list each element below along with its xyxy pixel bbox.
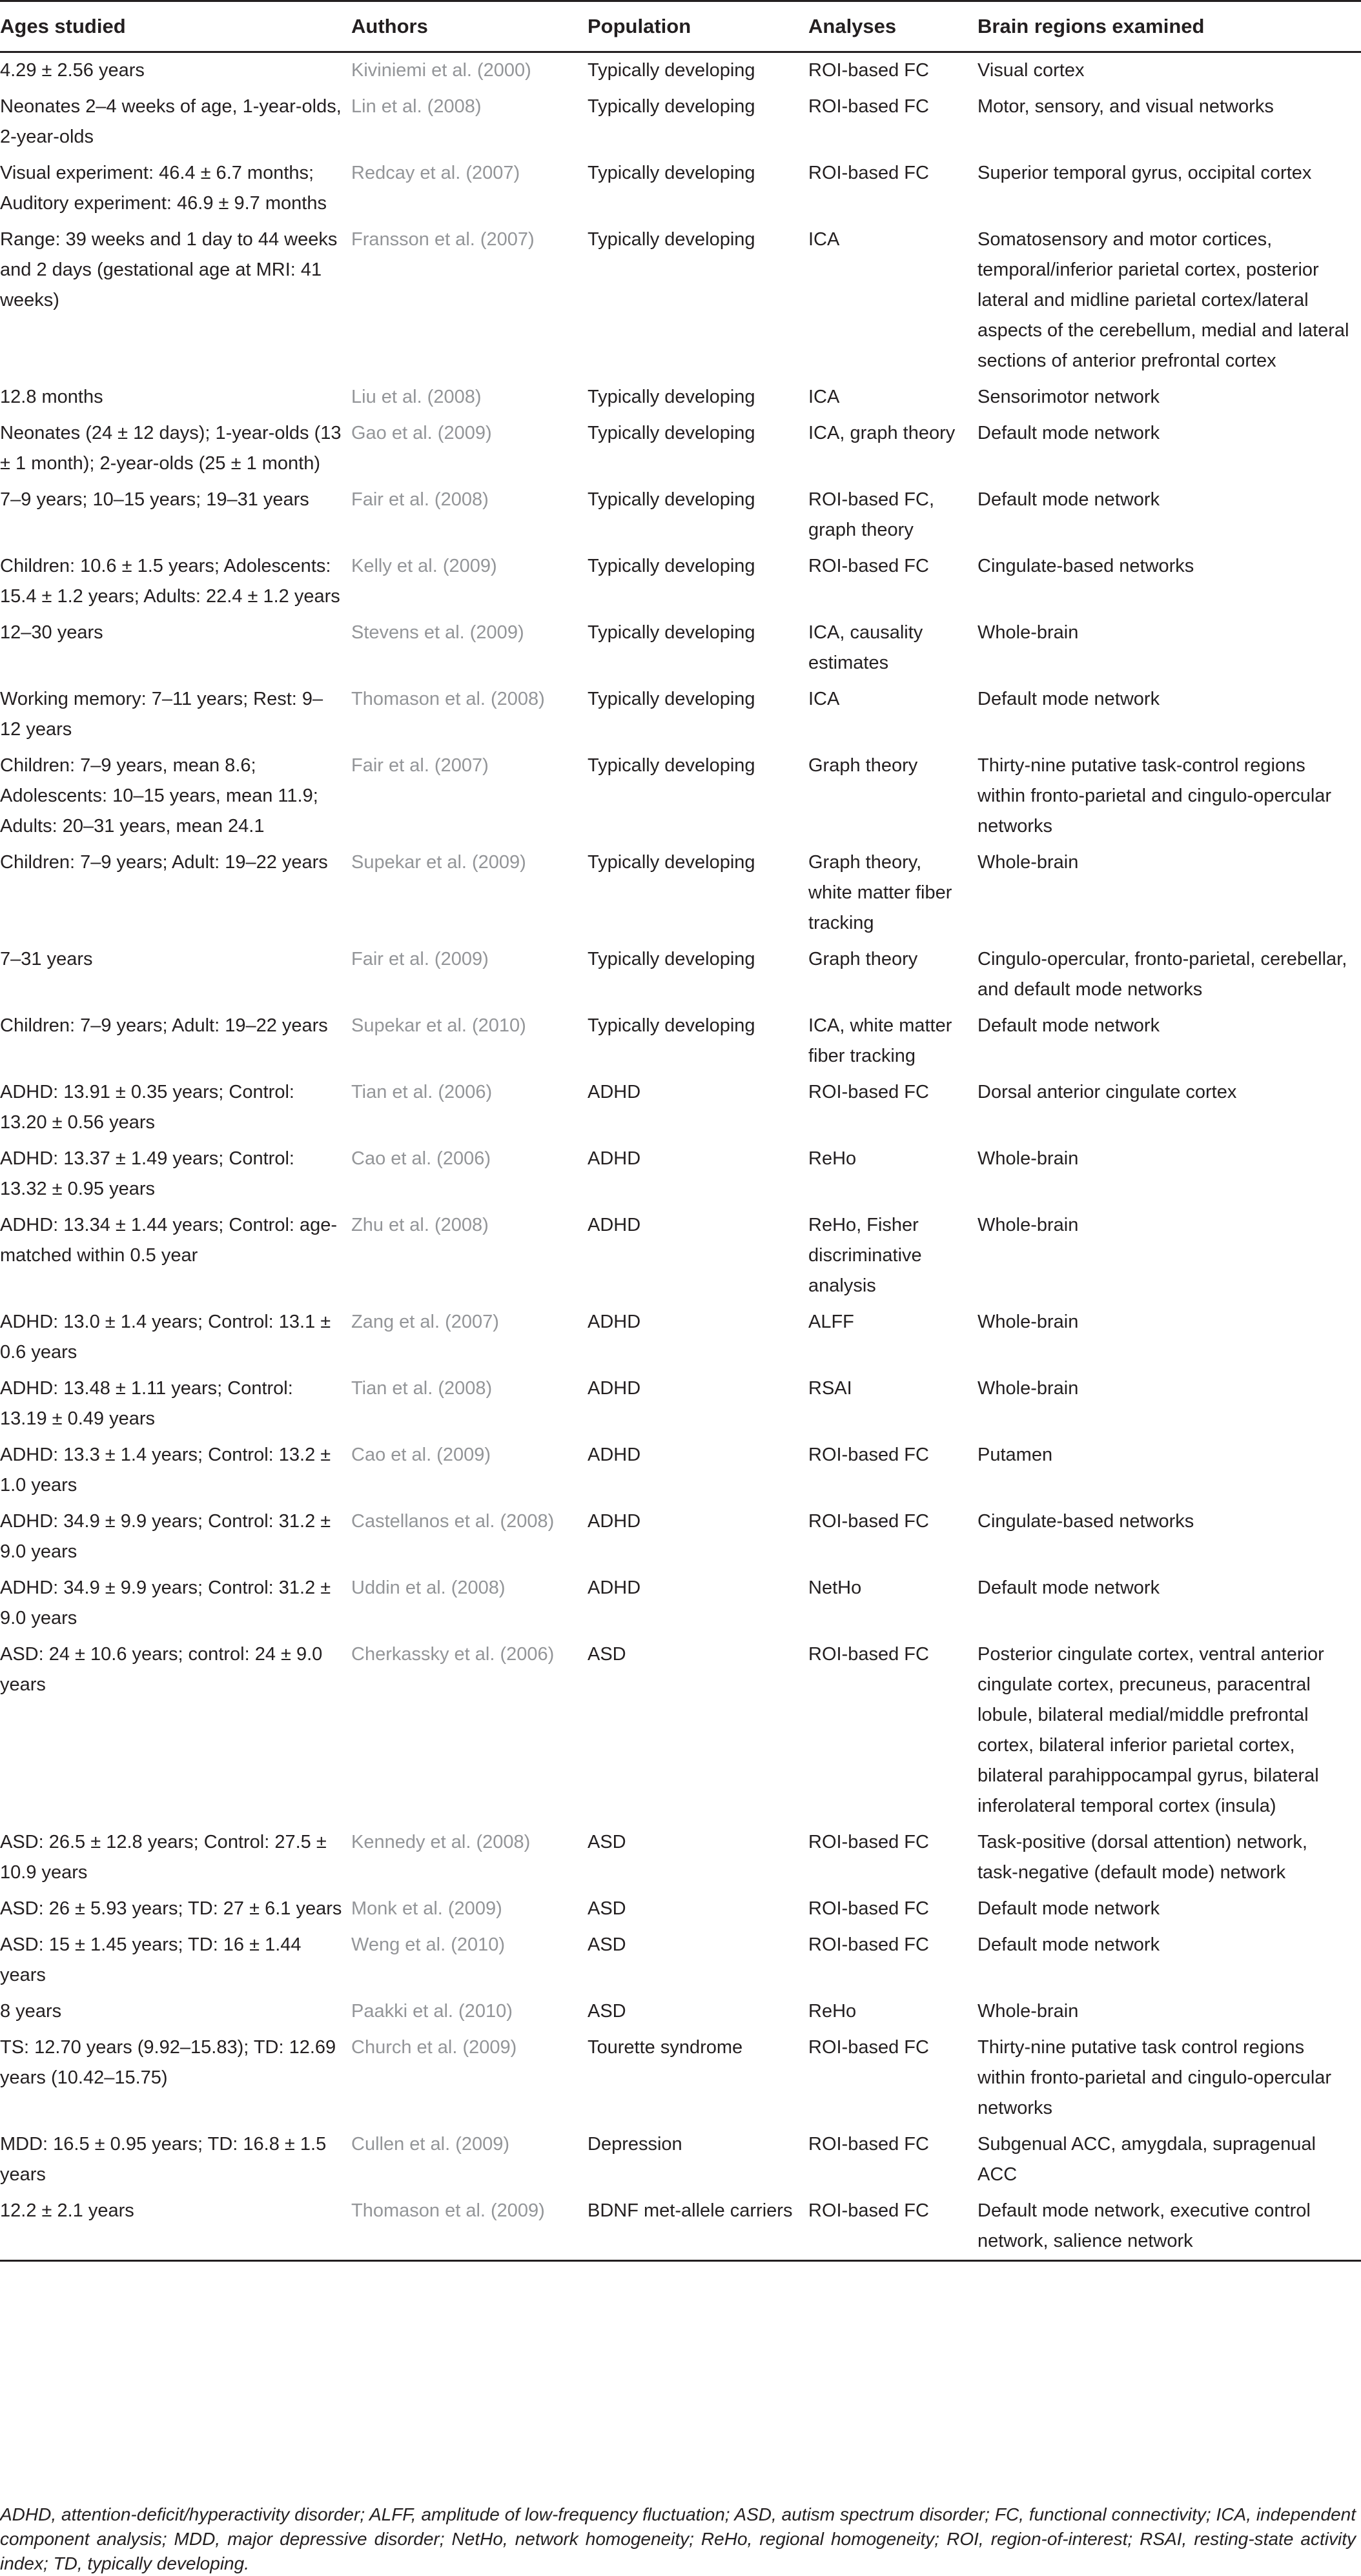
cell-ages: Children: 7–9 years, mean 8.6; Adolescents: 10–15 years, mean 11.9; Adults: 20–31 years, mean 24.1 [0,755,318,837]
header-analyses: Analyses [808,1,977,52]
cell-population: ADHD [588,1511,641,1532]
table-row [0,845,1361,942]
cell-population: ADHD [588,1215,641,1235]
cell-brain-regions: Default mode network [977,689,1160,709]
cell-analyses: Graph theory [808,949,918,969]
cell-population: ADHD [588,1148,641,1169]
cell-population: ADHD [588,1312,641,1332]
cell-authors: Fair et al. (2009) [351,949,489,969]
cell-analyses: ICA [808,229,840,250]
table-row [0,1504,1361,1570]
table-row [0,549,1361,615]
cell-ages: Working memory: 7–11 years; Rest: 9–12 years [0,689,323,740]
cell-authors: Cao et al. (2006) [351,1148,491,1169]
cell-authors: Stevens et al. (2009) [351,622,524,643]
cell-ages: 12.8 months [0,387,103,407]
table-row [0,1637,1361,1825]
cell-ages: ADHD: 13.0 ± 1.4 years; Control: 13.1 ± 0.6 years [0,1312,331,1363]
cell-authors: Thomason et al. (2009) [351,2193,588,2261]
cell-ages: 7–31 years [0,949,93,969]
cell-analyses: ReHo [808,1148,857,1169]
cell-analyses: ROI-based FC [808,1445,929,1465]
cell-brain-regions: Posterior cingulate cortex, ventral anterior cingulate cortex, precuneus, paracentral lobule, bilateral medial/middle prefrontal cortex, bilateral inferior parietal cortex, bilateral parahippocampal gyrus, bilateral inferolateral temporal cortex (insula) [977,1644,1324,1816]
cell-brain-regions: Thirty-nine putative task-control regions within fronto-parietal and cingulo-opercular networks [977,755,1332,837]
table-row [0,1437,1361,1504]
cell-brain-regions: Default mode network [977,1898,1160,1919]
cell-authors: Lin et al. (2008) [351,96,482,117]
cell-ages: 12–30 years [0,622,103,643]
cell-authors: Cullen et al. (2009) [351,2134,510,2155]
table-row [0,1304,1361,1371]
cell-ages: MDD: 16.5 ± 0.95 years; TD: 16.8 ± 1.5 years [0,2134,327,2185]
table-row [0,482,1361,549]
cell-ages: Children: 7–9 years; Adult: 19–22 years [0,1015,328,1036]
cell-population: Typically developing [588,423,755,443]
cell-ages: ADHD: 34.9 ± 9.9 years; Control: 31.2 ± 9.0 years [0,1511,331,1562]
table-row [0,615,1361,682]
cell-population: ADHD [588,1577,641,1598]
cell-authors: Zhu et al. (2008) [351,1215,489,1235]
cell-brain-regions: Default mode network, executive control network, salience network [977,2193,1361,2261]
table-row [0,156,1361,222]
cell-ages: 12.2 ± 2.1 years [0,2193,351,2261]
cell-authors: Gao et al. (2009) [351,423,492,443]
table-row [0,416,1361,482]
table-row [0,1994,1361,2030]
cell-analyses: ICA, white matter fiber tracking [808,1015,952,1066]
cell-brain-regions: Cingulate-based networks [977,1511,1194,1532]
cell-ages: Children: 7–9 years; Adult: 19–22 years [0,852,328,873]
cell-population: ADHD [588,1378,641,1399]
cell-authors: Supekar et al. (2010) [351,1015,526,1036]
cell-population: Typically developing [588,163,755,183]
cell-analyses: ICA, graph theory [808,423,956,443]
cell-ages: ASD: 26.5 ± 12.8 years; Control: 27.5 ± 10.9 years [0,1832,327,1883]
cell-brain-regions: Cingulate-based networks [977,556,1194,576]
cell-population: ASD [588,1644,626,1665]
cell-brain-regions: Somatosensory and motor cortices, temporal/inferior parietal cortex, posterior lateral and midline parietal cortex/lateral aspects of the cerebellum, medial and lateral sections of anterior prefrontal cortex [977,229,1349,371]
table-row [0,682,1361,748]
cell-analyses: ROI-based FC [808,1934,929,1955]
cell-brain-regions: Whole-brain [977,1215,1079,1235]
cell-analyses: ROI-based FC [808,1082,929,1102]
cell-analyses: ICA [808,387,840,407]
cell-authors: Tian et al. (2006) [351,1082,493,1102]
cell-population: ADHD [588,1445,641,1465]
cell-population: Depression [588,2134,682,2155]
cell-brain-regions: Default mode network [977,1015,1160,1036]
cell-analyses: ROI-based FC [808,1832,929,1852]
cell-ages: Visual experiment: 46.4 ± 6.7 months; Auditory experiment: 46.9 ± 9.7 months [0,163,327,214]
cell-authors: Zang et al. (2007) [351,1312,499,1332]
table-row [0,1208,1361,1304]
cell-population: ASD [588,2001,626,2022]
cell-ages: ADHD: 13.91 ± 0.35 years; Control: 13.20 ± 0.56 years [0,1082,294,1133]
cell-authors: Kelly et al. (2009) [351,556,497,576]
cell-authors: Church et al. (2009) [351,2037,517,2058]
table-row [0,52,1361,90]
cell-brain-regions: Whole-brain [977,1378,1079,1399]
cell-population: BDNF met-allele carriers [588,2193,808,2261]
cell-ages: Children: 10.6 ± 1.5 years; Adolescents: 15.4 ± 1.2 years; Adults: 22.4 ± 1.2 years [0,556,340,607]
cell-analyses: ReHo [808,2001,857,2022]
cell-brain-regions: Whole-brain [977,1148,1079,1169]
cell-analyses: ROI-based FC, graph theory [808,489,934,540]
cell-brain-regions: Whole-brain [977,622,1079,643]
table-row [0,1891,1361,1927]
table-row [0,1141,1361,1208]
cell-analyses: ICA [808,689,840,709]
cell-ages: ADHD: 13.48 ± 1.11 years; Control: 13.19 ± 0.49 years [0,1378,293,1429]
cell-authors: Cherkassky et al. (2006) [351,1644,555,1665]
cell-authors: Cao et al. (2009) [351,1445,491,1465]
cell-population: Typically developing [588,949,755,969]
cell-authors: Supekar et al. (2009) [351,852,526,873]
cell-analyses: ROI-based FC [808,1898,929,1919]
cell-authors: Liu et al. (2008) [351,387,482,407]
table-row [0,748,1361,845]
cell-authors: Fair et al. (2007) [351,755,489,776]
cell-brain-regions: Task-positive (dorsal attention) network, task-negative (default mode) network [977,1832,1307,1883]
cell-population: ASD [588,1832,626,1852]
cell-brain-regions: Motor, sensory, and visual networks [977,96,1274,117]
cell-ages: 4.29 ± 2.56 years [0,60,145,81]
cell-population: ADHD [588,1082,641,1102]
cell-analyses: ROI-based FC [808,1644,929,1665]
cell-population: Tourette syndrome [588,2037,743,2058]
cell-brain-regions: Default mode network [977,423,1160,443]
cell-analyses: ROI-based FC [808,163,929,183]
table-row [0,1570,1361,1637]
cell-analyses: Graph theory, white matter fiber tracking [808,852,952,933]
cell-analyses: ALFF [808,1312,854,1332]
cell-authors: Monk et al. (2009) [351,1898,502,1919]
cell-ages: ADHD: 13.37 ± 1.49 years; Control: 13.32 ± 0.95 years [0,1148,294,1199]
cell-analyses: ROI-based FC [808,60,929,81]
cell-population: Typically developing [588,489,755,510]
cell-analyses: NetHo [808,1577,862,1598]
header-authors: Authors [351,1,588,52]
cell-population: Typically developing [588,755,755,776]
cell-analyses: ICA, causality estimates [808,622,923,673]
cell-authors: Redcay et al. (2007) [351,163,520,183]
table-header [0,1,1361,52]
cell-population: ASD [588,1898,626,1919]
cell-brain-regions: Sensorimotor network [977,387,1160,407]
cell-ages: Range: 39 weeks and 1 day to 44 weeks and 2 days (gestational age at MRI: 41 weeks) [0,229,338,310]
cell-population: Typically developing [588,852,755,873]
cell-authors: Tian et al. (2008) [351,1378,493,1399]
cell-population: Typically developing [588,60,755,81]
cell-ages: 7–9 years; 10–15 years; 19–31 years [0,489,309,510]
cell-analyses: RSAI [808,1378,852,1399]
cell-ages: ASD: 24 ± 10.6 years; control: 24 ± 9.0 years [0,1644,323,1695]
header-ages-studied: Ages studied [0,1,351,52]
table-row [0,222,1361,380]
cell-brain-regions: Putamen [977,1445,1053,1465]
cell-authors: Fair et al. (2008) [351,489,489,510]
cell-brain-regions: Whole-brain [977,1312,1079,1332]
cell-brain-regions: Subgenual ACC, amygdala, supragenual ACC [977,2134,1316,2185]
cell-brain-regions: Default mode network [977,1577,1160,1598]
cell-analyses: ReHo, Fisher discriminative analysis [808,1215,922,1296]
cell-ages: Neonates (24 ± 12 days); 1-year-olds (13 ± 1 month); 2-year-olds (25 ± 1 month) [0,423,342,474]
cell-analyses: ROI-based FC [808,2193,977,2261]
cell-population: Typically developing [588,1015,755,1036]
cell-brain-regions: Whole-brain [977,852,1079,873]
cell-ages: ADHD: 34.9 ± 9.9 years; Control: 31.2 ± 9.0 years [0,1577,331,1628]
header-population: Population [588,1,808,52]
cell-population: ASD [588,1934,626,1955]
cell-analyses: ROI-based FC [808,1511,929,1532]
table-row [0,1075,1361,1141]
cell-authors: Thomason et al. (2008) [351,689,545,709]
table-row [0,1927,1361,1994]
cell-population: Typically developing [588,229,755,250]
cell-authors: Fransson et al. (2007) [351,229,535,250]
cell-brain-regions: Whole-brain [977,2001,1079,2022]
table-body [0,52,1361,2261]
table-row [0,1825,1361,1891]
cell-brain-regions: Default mode network [977,489,1160,510]
cell-brain-regions: Thirty-nine putative task control regions within fronto-parietal and cingulo-opercular networks [977,2037,1332,2118]
cell-brain-regions: Default mode network [977,1934,1160,1955]
cell-ages: 8 years [0,2001,62,2022]
table-row [0,89,1361,156]
cell-authors: Weng et al. (2010) [351,1934,506,1955]
cell-population: Typically developing [588,622,755,643]
cell-authors: Kiviniemi et al. (2000) [351,60,531,81]
cell-ages: ADHD: 13.34 ± 1.44 years; Control: age-matched within 0.5 year [0,1215,338,1266]
cell-population: Typically developing [588,387,755,407]
cell-analyses: ROI-based FC [808,556,929,576]
cell-authors: Paakki et al. (2010) [351,2001,513,2022]
cell-analyses: ROI-based FC [808,2134,929,2155]
table-row [0,942,1361,1008]
table-row [0,2127,1361,2193]
cell-ages: TS: 12.70 years (9.92–15.83); TD: 12.69 years (10.42–15.75) [0,2037,336,2088]
table-row [0,1371,1361,1437]
cell-brain-regions: Superior temporal gyrus, occipital cortex [977,163,1312,183]
cell-ages: ASD: 15 ± 1.45 years; TD: 16 ± 1.44 years [0,1934,302,1985]
cell-analyses: Graph theory [808,755,918,776]
header-row [0,1,1361,52]
cell-brain-regions: Dorsal anterior cingulate cortex [977,1082,1237,1102]
table-row [0,380,1361,416]
table-footnote: ADHD, attention-deficit/hyperactivity disorder; ALFF, amplitude of low-frequency fluctuation; ASD, autism spectrum disorder; FC, functional connectivity; ICA, independent component analysis; MDD, major depressive disorder; NetHo, network homogeneity; ReHo, regional homogeneity; ROI, region-of-interest; RSAI, resting-state activity index; TD, typically developing. [0,2504,1356,2573]
cell-brain-regions: Visual cortex [977,60,1085,81]
cell-ages: ASD: 26 ± 5.93 years; TD: 27 ± 6.1 years [0,1898,342,1919]
cell-ages: ADHD: 13.3 ± 1.4 years; Control: 13.2 ± 1.0 years [0,1445,331,1496]
table-row [0,1008,1361,1075]
cell-population: Typically developing [588,556,755,576]
cell-analyses: ROI-based FC [808,2037,929,2058]
cell-brain-regions: Cingulo-opercular, fronto-parietal, cerebellar, and default mode networks [977,949,1347,1000]
table-row [0,2193,1361,2261]
table-row [0,2030,1361,2127]
cell-authors: Uddin et al. (2008) [351,1577,506,1598]
cell-authors: Castellanos et al. (2008) [351,1511,555,1532]
header-brain-regions: Brain regions examined [977,1,1361,52]
cell-authors: Kennedy et al. (2008) [351,1832,531,1852]
cell-population: Typically developing [588,689,755,709]
cell-population: Typically developing [588,96,755,117]
cell-analyses: ROI-based FC [808,96,929,117]
cell-ages: Neonates 2–4 weeks of age, 1-year-olds, 2-year-olds [0,96,342,147]
